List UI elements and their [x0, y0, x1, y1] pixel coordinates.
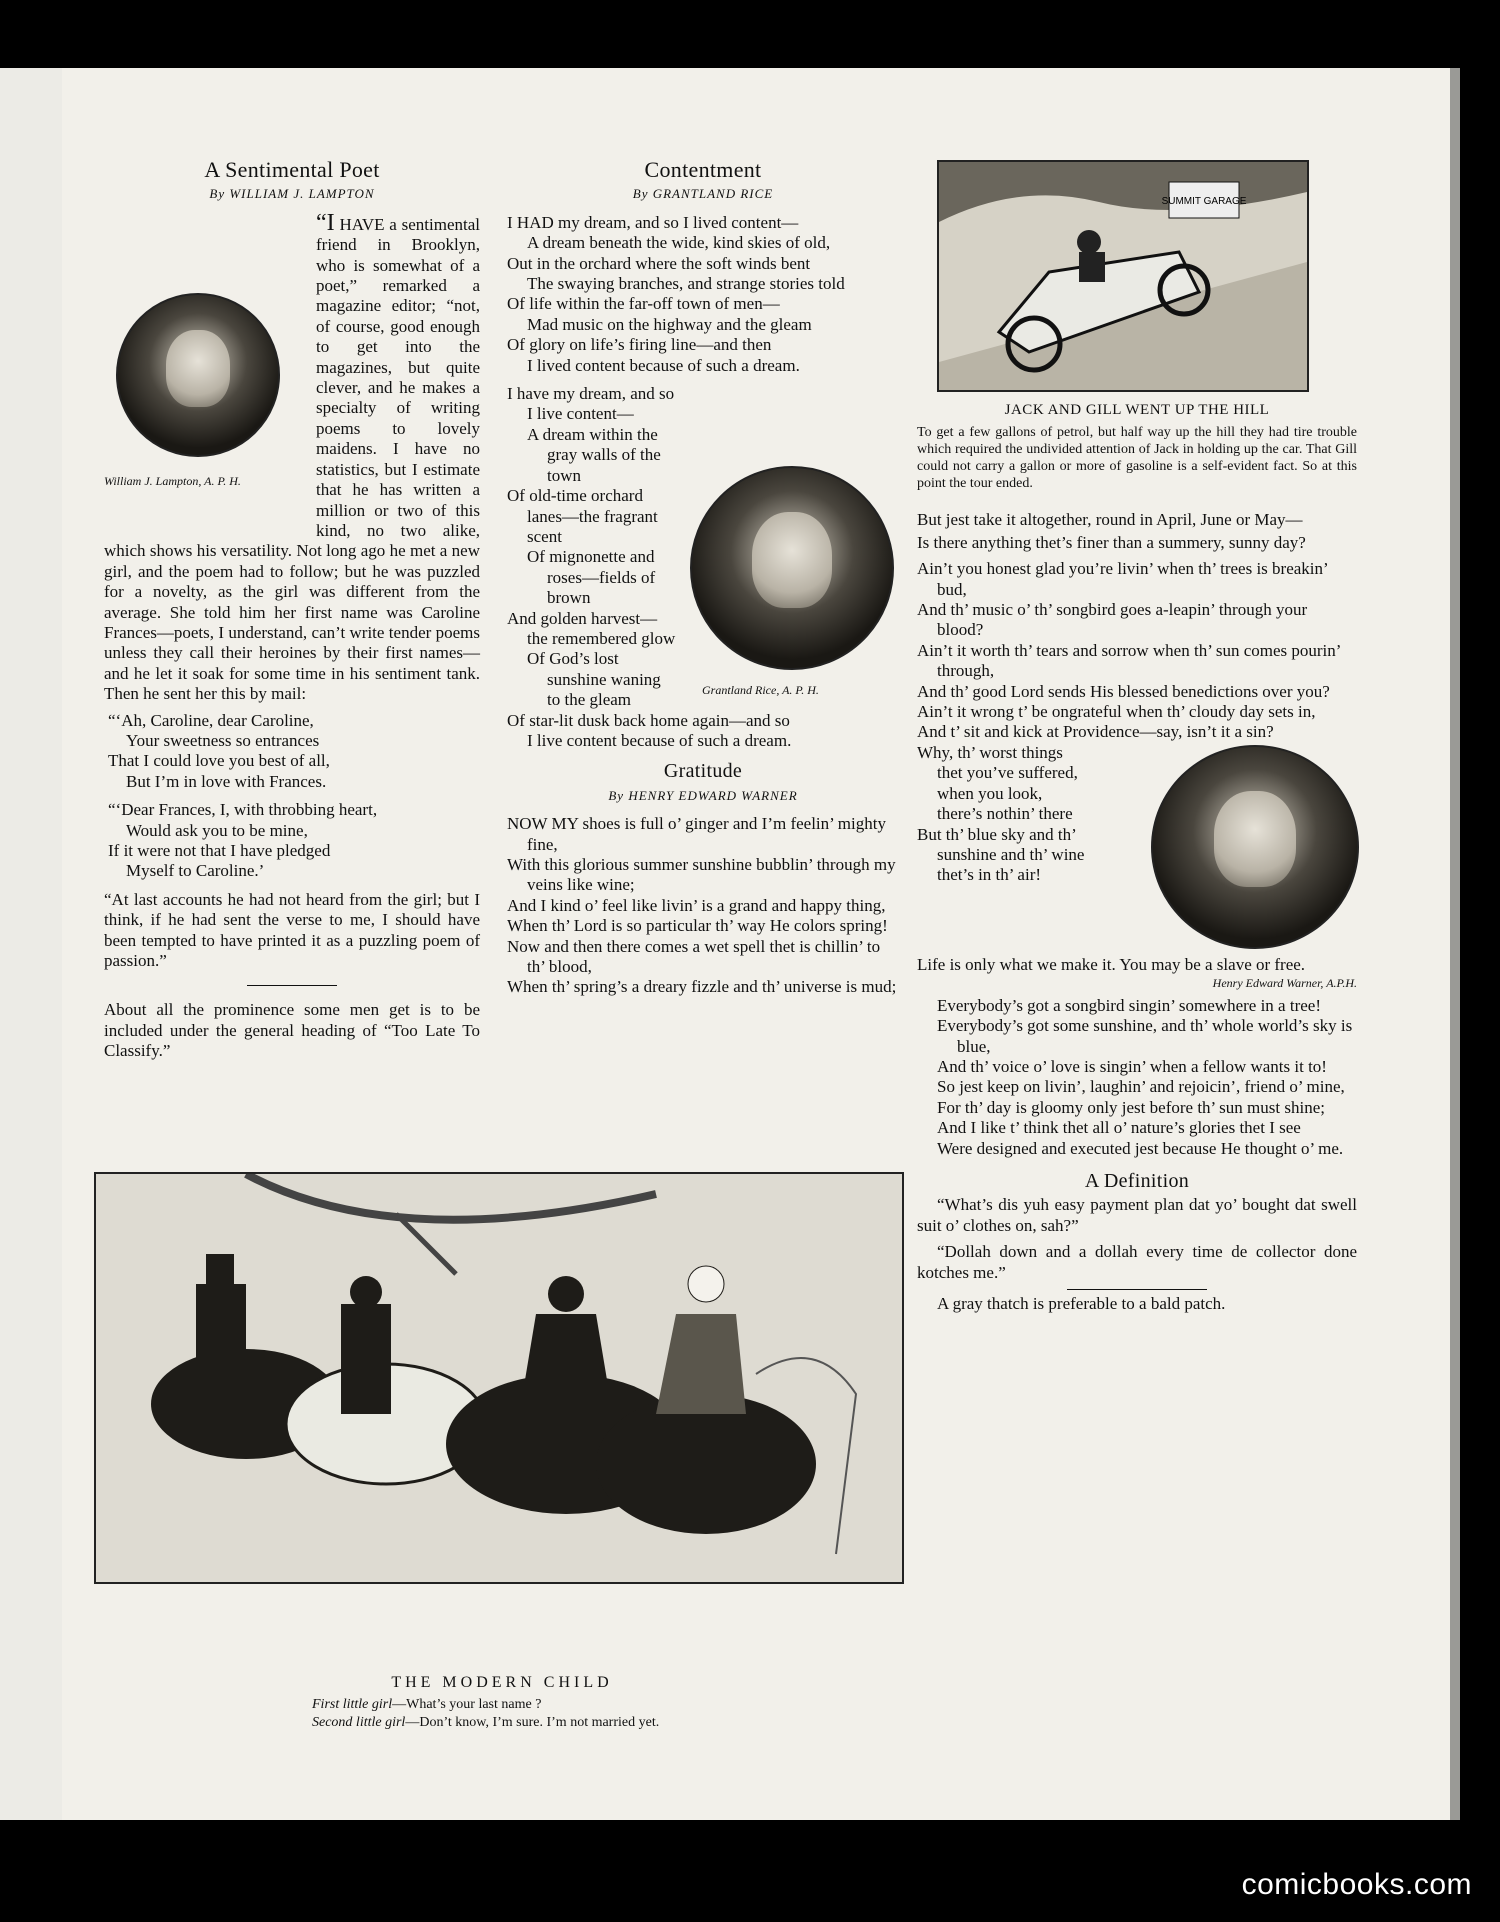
verse-line: For th’ day is gloomy only jest before th’ sun must shine;: [937, 1097, 1325, 1117]
garage-sign: SUMMIT GARAGE: [1161, 196, 1247, 207]
verse-line: Of life within the far-off town of men—: [507, 294, 780, 314]
jack-and-gill-illustration: [937, 160, 1309, 392]
rice-photo-caption: Grantland Rice, A. P. H.: [702, 683, 819, 698]
page-edge: [1450, 68, 1460, 1820]
poem-byline: By HENRY EDWARD WARNER: [608, 787, 798, 803]
verse-line: And I like t’ think thet all o’ nature’s glories thet I see: [937, 1118, 1301, 1138]
illustration-caption: To get a few gallons of petrol, but half way up the hill they had tire trouble which required the undivided attention of Jack in holding up the car. That Gill could not carry a gallon or more of gasoline is a self-evident fact. So at this point the tour ended.: [917, 425, 1357, 492]
verse-line: Everybody’s got a songbird singin’ somewhere in a tree!: [937, 995, 1321, 1015]
dialogue-text: —What’s your last name ?: [392, 1697, 542, 1712]
horse-riders-drawing: [96, 1174, 902, 1582]
definition-paragraph: “What’s dis yuh easy payment plan dat yo’ bought dat swell suit o’ clothes on, sah?”: [917, 1195, 1357, 1235]
verse-line: And golden harvest—the remembered glow: [507, 608, 676, 648]
verse-line: Of God’s lost sunshine waning to the gleam: [527, 649, 661, 710]
verse-line: And t’ sit and kick at Providence—say, isn’t it a sin?: [917, 722, 1274, 742]
warner-photo-caption: Henry Edward Warner, A.P.H.: [1212, 976, 1357, 991]
verse-line: Life is only what we make it. You may be a slave or free.: [917, 954, 1306, 974]
verse-line: Of glory on life’s firing line—and then: [507, 335, 772, 355]
cartoon-title: THE MODERN CHILD: [391, 1674, 613, 1691]
lampton-portrait: [116, 293, 280, 457]
verse-line: But jest take it altogether, round in April, June or May—: [917, 510, 1303, 530]
verse-line: Why, th’ worst things thet you’ve suffered, when you look, there’s nothin’ there: [917, 742, 1078, 824]
verse-line: “‘Ah, Caroline, dear Caroline,: [108, 710, 314, 730]
filler-paragraph: A gray thatch is preferable to a bald patch.: [937, 1293, 1226, 1313]
magazine-page: [62, 68, 1450, 1820]
warner-photo-block: [1137, 745, 1357, 955]
verse-line: The swaying branches, and strange stories told: [527, 274, 845, 294]
rice-portrait: [690, 466, 894, 670]
poem-byline: By GRANTLAND RICE: [632, 186, 774, 202]
book-spine: [0, 68, 64, 1820]
poem-title: Gratitude: [663, 760, 743, 783]
verse-line: Everybody’s got some sunshine, and th’ whole world’s sky is blue,: [937, 1016, 1353, 1056]
article-paragraph: “At last accounts he had not heard from the girl; but I think, if he had sent the verse to me, I should have been tempted to have printed it as a puzzling poem of passion.”: [104, 889, 480, 971]
section-divider: [247, 985, 337, 986]
dialogue-line-1: [242, 1696, 762, 1714]
verse-line: Ain’t it wrong t’ be ongrateful when th’ cloudy day sets in,: [917, 702, 1316, 722]
verse-line: Your sweetness so entrances: [126, 730, 320, 750]
verse-line: And I kind o’ feel like livin’ is a grand and happy thing,: [507, 895, 886, 915]
verse-line: But th’ blue sky and th’ sunshine and th’ wine thet’s in th’ air!: [917, 824, 1085, 885]
verse-line: Now and then there comes a wet spell thet is chillin’ to th’ blood,: [507, 936, 881, 977]
article-body: [104, 209, 480, 1062]
contentment-stanza-2-block: [507, 384, 899, 751]
verse-line: When th’ Lord is so particular th’ way He colors spring!: [507, 916, 888, 936]
contentment-stanza-1: [507, 213, 899, 376]
modern-child-caption: [242, 1674, 762, 1732]
verse-line: A dream within the gray walls of the town: [527, 424, 661, 485]
verse-line: Myself to Caroline.’: [126, 861, 265, 881]
gratitude-stanza: [507, 814, 899, 998]
verse-line: If it were not that I have pledged: [108, 841, 331, 860]
illustration-title: JACK AND GILL WENT UP THE HILL: [1004, 402, 1270, 418]
warner-portrait: [1151, 745, 1359, 949]
verse-line: And th’ music o’ th’ songbird goes a-leapin’ through your blood?: [917, 600, 1308, 640]
verse-line: Of star-lit dusk back home again—and so: [507, 710, 790, 730]
poem-stanza-2: [104, 800, 480, 882]
site-watermark: comicbooks.com: [1241, 1868, 1472, 1901]
article-byline: By WILLIAM J. LAMPTON: [209, 186, 375, 202]
rice-photo-block: [684, 466, 899, 698]
verse-line: And th’ voice o’ love is singin’ when a fellow wants it to!: [937, 1056, 1327, 1076]
speaker-label: First little girl: [312, 1697, 393, 1712]
dialogue-line-2: [242, 1714, 762, 1732]
dialogue-text: —Don’t know, I’m sure. I’m not married yet.: [405, 1715, 660, 1730]
verse-line: That I could love you best of all,: [108, 751, 330, 771]
verse-line: Ain’t you honest glad you’re livin’ when th’ trees is breakin’ bud,: [917, 559, 1328, 599]
contentment-column: [507, 157, 899, 998]
definition-paragraph: “Dollah down and a dollah every time de collector done kotches me.”: [917, 1242, 1357, 1282]
speaker-label: Second little girl: [312, 1715, 406, 1730]
verse-line: So jest keep on livin’, laughin’ and rejoicin’, friend o’ mine,: [937, 1077, 1345, 1097]
definition-title: A Definition: [1084, 1169, 1190, 1192]
verse-line: With this glorious summer sunshine bubblin’ through my veins like wine;: [507, 855, 896, 895]
verse-line: Is there anything thet’s finer than a summery, sunny day?: [917, 532, 1306, 552]
verse-line: And th’ good Lord sends His blessed benedictions over you?: [917, 681, 1330, 701]
article-title: A Sentimental Poet: [204, 157, 380, 182]
verse-line: Mad music on the highway and the gleam: [527, 314, 812, 334]
lampton-photo-caption: William J. Lampton, A. P. H.: [104, 473, 241, 488]
verse-line: But I’m in love with Frances.: [126, 771, 327, 791]
right-column: [917, 160, 1357, 1320]
filler-paragraph: About all the prominence some men get is to be included under the general heading of “Too Late To Classify.”: [104, 1000, 480, 1061]
verse-line: Of old-time orchard lanes—the fragrant scent: [507, 486, 658, 546]
sentimental-poet-article: [104, 157, 480, 1068]
modern-child-illustration: [94, 1172, 904, 1584]
poem-title: Contentment: [644, 157, 762, 182]
verse-line: Of mignonette and roses—fields of brown: [527, 547, 656, 608]
verse-line: Ain’t it worth th’ tears and sorrow when th’ sun comes pourin’ through,: [917, 640, 1341, 681]
verse-line: Were designed and executed jest because He thought o’ me.: [937, 1138, 1344, 1158]
car-on-hill-drawing: [939, 162, 1307, 390]
verse-line: Out in the orchard where the soft winds bent: [507, 253, 811, 273]
gratitude-continued: [917, 510, 1357, 1159]
verse-line: A dream beneath the wide, kind skies of old,: [527, 233, 831, 253]
lampton-photo-block: [104, 293, 304, 523]
section-divider: [1067, 1289, 1207, 1290]
opening-quote-cap: “I: [316, 209, 335, 236]
verse-line: I lived content because of such a dream.: [527, 355, 800, 375]
poem-stanza-1: [104, 711, 480, 793]
verse-line: “‘Dear Frances, I, with throbbing heart,: [108, 800, 378, 820]
verse-line: When th’ spring’s a dreary fizzle and th’ universe is mud;: [507, 977, 897, 997]
verse-line: NOW MY shoes is full o’ ginger and I’m feelin’ mighty fine,: [507, 814, 886, 854]
verse-line: I have my dream, and so I live content—: [507, 384, 675, 424]
paragraph-text: HAVE a sentimental friend in Brooklyn, who is somewhat of a poet,” remarked a magazine editor; “not, of course, good enough to get into the magazines, but quite clever, and he makes a specialty of writing poems to lovely maidens. I have no statistics, but I estimate that he has written a million or two of this kind, no two alike, which shows his versatility. Not long ago he met a new girl, and the poem had to follow; but he was puzzled for a novelty, as the girl was different from the average. She told him her first name was Caroline Frances—poets, I understand, can’t write tender poems unless they call their heroines by their first names—and he let it soak for some time in his sentiment tank. Then he sent her this by mail:: [104, 214, 480, 704]
verse-line: I HAD my dream, and so I lived content—: [507, 212, 799, 232]
verse-line: I live content because of such a dream.: [527, 730, 792, 750]
verse-line: Would ask you to be mine,: [126, 820, 308, 840]
